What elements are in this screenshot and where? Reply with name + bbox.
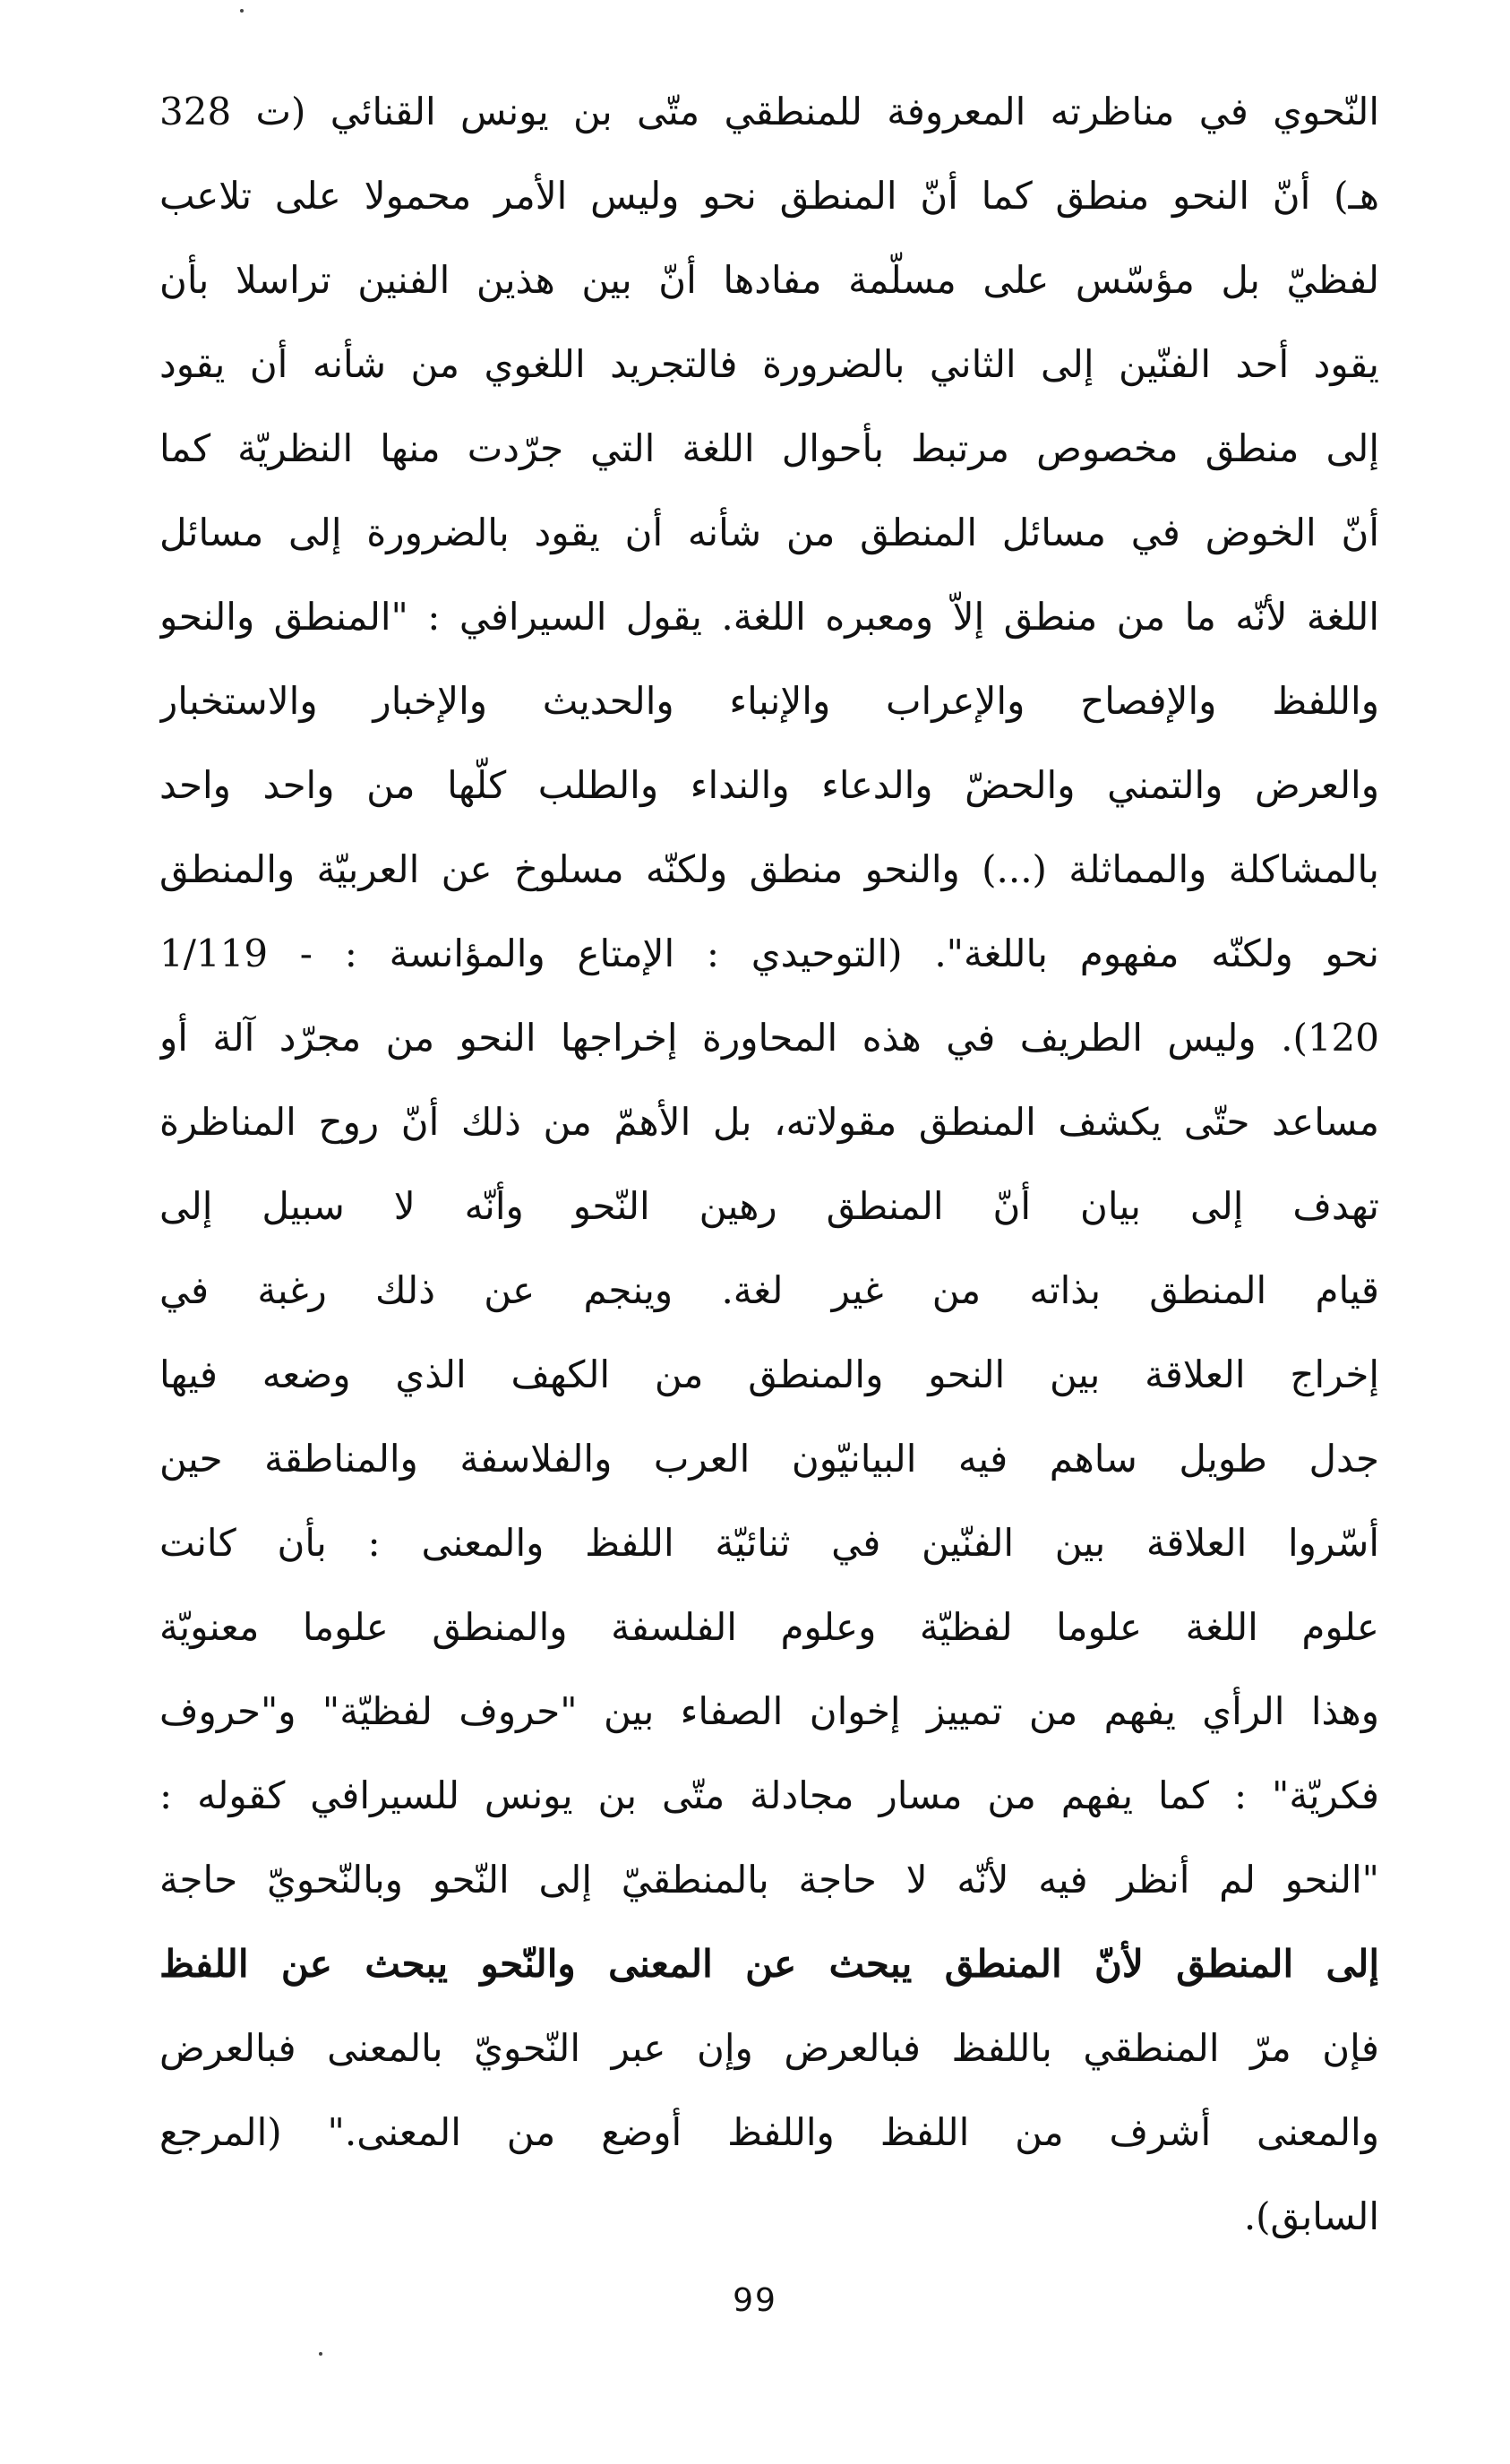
text-line: لفظيّ بل مؤسّس على مسلّمة مفادها أنّ بين هذين الفنين تراسلا بأن — [159, 258, 1379, 302]
text-line: 120). وليس الطريف في هذه المحاورة إخراجها النحو من مجرّد آلة أو — [159, 1016, 1379, 1060]
text-line: "النحو لم أنظر فيه لأنّه لا حاجة بالمنطقيّ إلى النّحو وبالنّحويّ حاجة — [159, 1858, 1379, 1902]
text-line: إلى المنطق لأنّ المنطق يبحث عن المعنى والنّحو يبحث عن اللفظ — [159, 1942, 1379, 1986]
text-line: اللغة لأنّه ما من منطق إلاّ ومعبره اللغة. يقول السيرافي : "المنطق والنحو — [159, 595, 1379, 639]
text-line: وهذا الرأي يفهم من تمييز إخوان الصفاء بين "حروف لفظيّة" و"حروف — [159, 1689, 1379, 1733]
text-line: يقود أحد الفنّين إلى الثاني بالضرورة فالتجريد اللغوي من شأنه أن يقود — [159, 342, 1379, 386]
text-line: تهدف إلى بيان أنّ المنطق رهين النّحو وأنّه لا سبيل إلى — [159, 1184, 1379, 1228]
text-line: جدل طويل ساهم فيه البيانيّون العرب والفلاسفة والمناطقة حين — [159, 1437, 1379, 1481]
text-line: هـ) أنّ النحو منطق كما أنّ المنطق نحو وليس الأمر محمولا على تلاعب — [159, 174, 1379, 218]
text-line: أنّ الخوض في مسائل المنطق من شأنه أن يقود بالضرورة إلى مسائل — [159, 511, 1379, 554]
page-number: 99 — [733, 2282, 777, 2319]
text-line: فكريّة" : كما يفهم من مسار مجادلة متّى بن يونس للسيرافي كقوله : — [159, 1773, 1379, 1817]
scan-speck — [319, 2352, 322, 2356]
scan-speck — [240, 9, 244, 13]
text-line: إلى منطق مخصوص مرتبط بأحوال اللغة التي جرّدت منها النظريّة كما — [159, 426, 1379, 470]
text-line: والمعنى أشرف من اللفظ واللفظ أوضع من المعنى." (المرجع — [159, 2110, 1379, 2154]
text-line: النّحوي في مناظرته المعروفة للمنطقي متّى بن يونس القنائي (ت 328 — [159, 90, 1379, 133]
body-text — [159, 70, 1379, 2259]
text-line: أسّروا العلاقة بين الفنّين في ثنائيّة اللفظ والمعنى : بأن كانت — [159, 1521, 1379, 1565]
text-line: بالمشاكلة والمماثلة (...) والنحو منطق ولكنّه مسلوخ عن العربيّة والمنطق — [159, 847, 1379, 891]
text-line: والعرض والتمني والحضّ والدعاء والنداء والطلب كلّها من واحد واحد — [159, 763, 1379, 807]
text-line: علوم اللغة علوما لفظيّة وعلوم الفلسفة والمنطق علوما معنويّة — [159, 1605, 1379, 1649]
text-line: قيام المنطق بذاته من غير لغة. وينجم عن ذلك رغبة في — [159, 1268, 1379, 1312]
text-line: فإن مرّ المنطقي باللفظ فبالعرض وإن عبر النّحويّ بالمعنى فبالعرض — [159, 2026, 1379, 2070]
text-line: إخراج العلاقة بين النحو والمنطق من الكهف الذي وضعه فيها — [159, 1352, 1379, 1396]
text-line: واللفظ والإفصاح والإعراب والإنباء والحديث والإخبار والاستخبار — [159, 679, 1379, 723]
text-line: مساعد حتّى يكشف المنطق مقولاته، بل الأهمّ من ذلك أنّ روح المناظرة — [159, 1100, 1379, 1144]
text-line: السابق). — [1243, 2194, 1379, 2238]
text-line: نحو ولكنّه مفهوم باللغة". (التوحيدي : الإمتاع والمؤانسة : - 1/119 — [159, 932, 1379, 975]
